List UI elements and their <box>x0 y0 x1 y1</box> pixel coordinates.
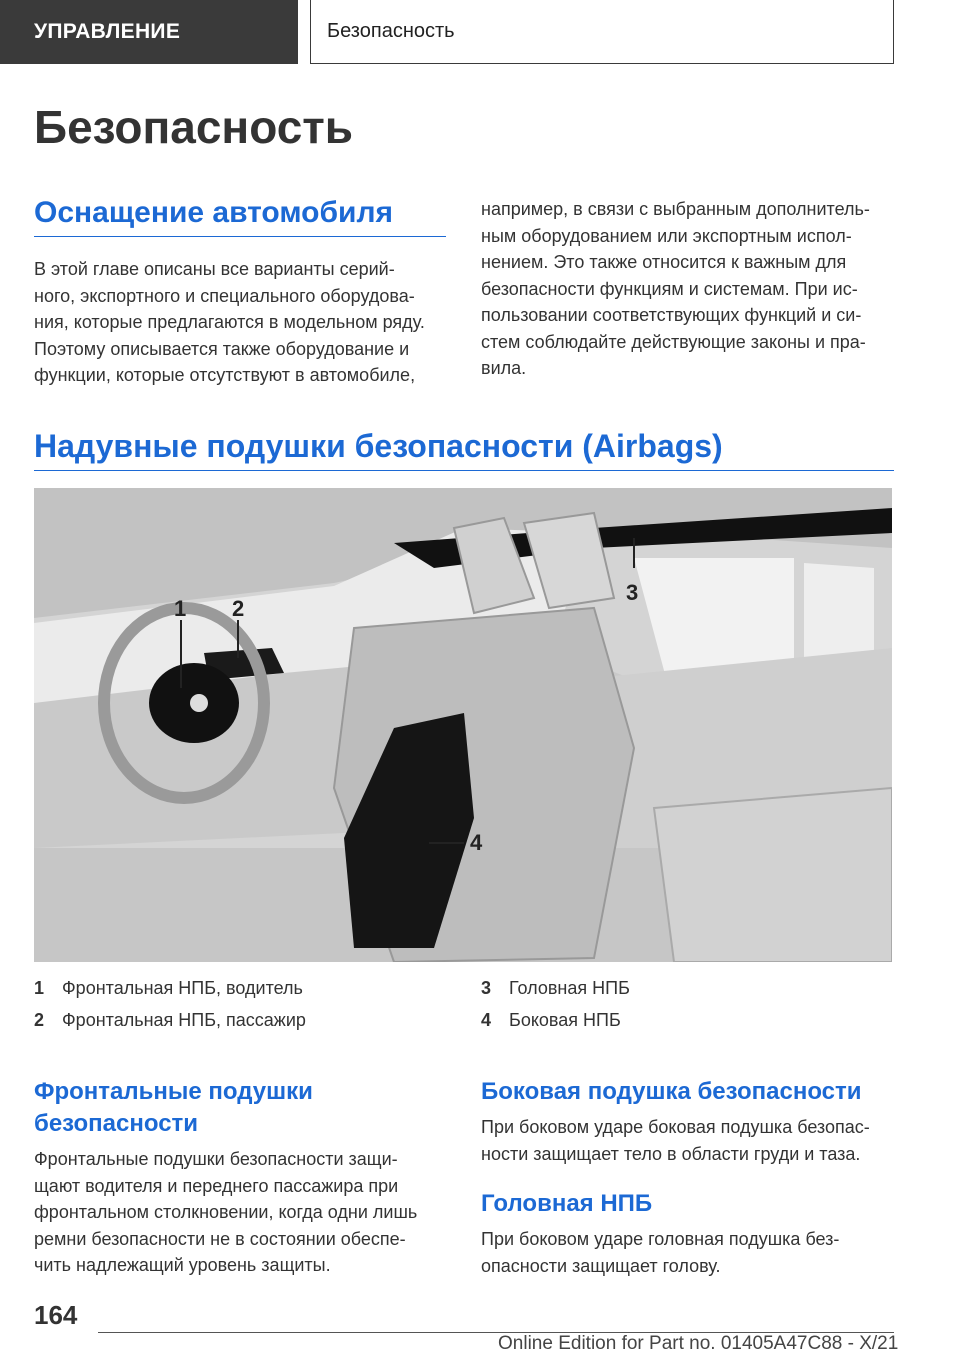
edition-note: Online Edition for Part no. 01405A47C88 - X/21 <box>498 1333 899 1354</box>
head-airbag-text: При боковом ударе головная подушка без- опасности защищает голову. <box>481 1229 840 1276</box>
front-airbags-text: Фронтальные подушки безопасности защи- щают водителя и переднего пассажира при фронтальном столкновении, когда одни лишь ремни безопасности не в состоянии обеспе- чить надлежащий уровень защиты. <box>34 1149 418 1275</box>
callout-1: 1 <box>174 596 187 621</box>
page-title: Безопасность <box>34 101 354 153</box>
legend-item: 4 Боковая НПБ <box>481 1010 621 1030</box>
legend-item: 3 Головная НПБ <box>481 978 630 998</box>
section-tab: УПРАВЛЕНИЕ <box>0 0 298 64</box>
side-airbag-heading: Боковая подушка безопасности <box>481 1078 862 1105</box>
chapter-tab: Безопасность <box>310 0 894 64</box>
equipment-heading-rule <box>34 236 446 237</box>
callout-4: 4 <box>470 830 483 855</box>
legend-item: 2 Фронтальная НПБ, пассажир <box>34 1010 306 1030</box>
head-airbag-heading: Головная НПБ <box>481 1190 653 1217</box>
equipment-text-left: В этой главе описаны все варианты серий- ного, экспортного и специального оборудова- ния, которые предлагаются в модельном ряду. Поэтому описывается также оборудование и функции, которые отсутствуют в автомобиле, <box>34 259 425 385</box>
front-airbags-heading: Фронтальные подушки безопасности <box>34 1078 313 1137</box>
page-number: 164 <box>34 1300 78 1330</box>
callout-2: 2 <box>232 596 245 621</box>
equipment-heading: Оснащение автомобиля <box>34 196 394 229</box>
side-airbag-text: При боковом ударе боковая подушка безопас- ности защищает тело в области груди и таза. <box>481 1117 870 1164</box>
callout-3: 3 <box>626 580 639 605</box>
airbags-heading-rule <box>34 470 894 471</box>
equipment-text-right: например, в связи с выбранным дополнитель- ным оборудованием или экспортным испол- нением. Это также относится к важным для безопасности функциям и системам. При ис- пользовании соответствующих функций и си- стем соблюдайте действующие законы и пра- вила. <box>481 199 870 378</box>
legend-item: 1 Фронтальная НПБ, водитель <box>34 978 303 998</box>
airbags-heading: Надувные подушки безопасности (Airbags) <box>34 428 723 464</box>
car-interior-illustration <box>34 488 892 962</box>
airbag-location-illustration <box>34 488 892 962</box>
